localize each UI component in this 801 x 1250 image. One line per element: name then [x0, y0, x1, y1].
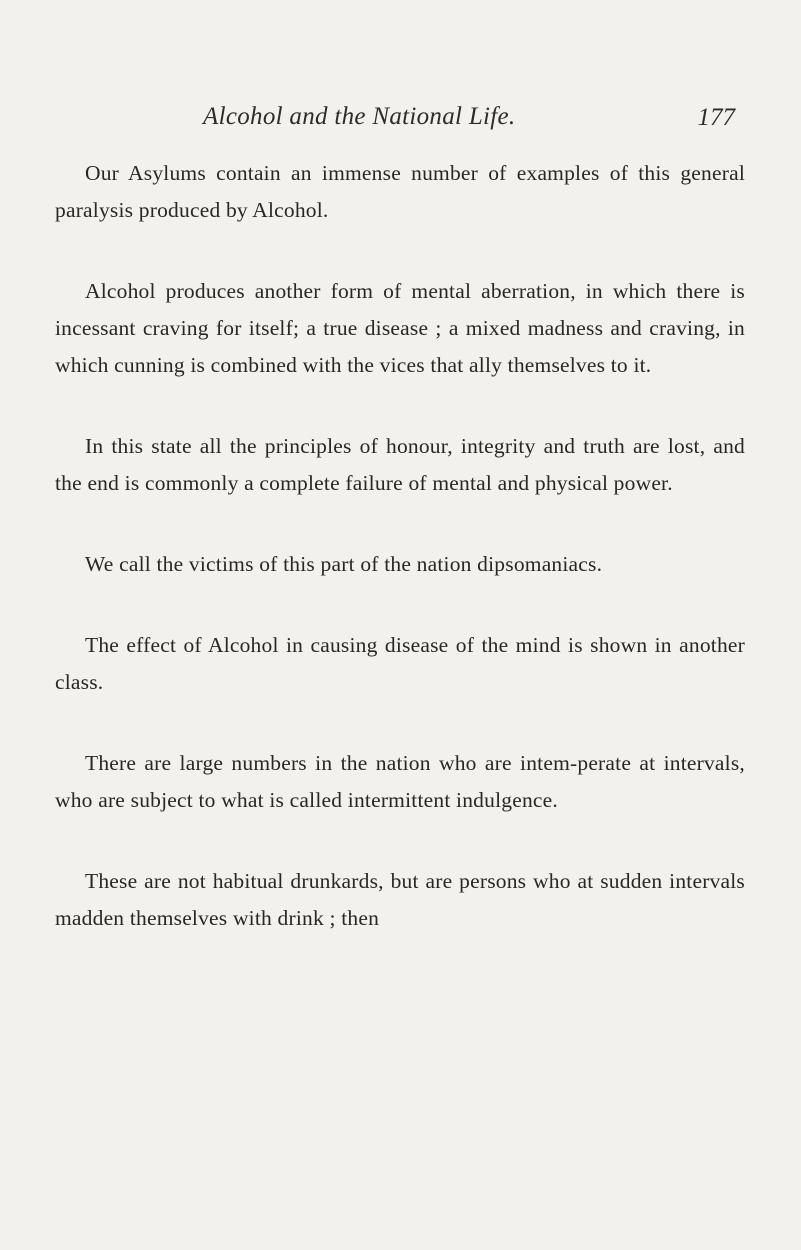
paragraph: There are large numbers in the nation who are intem-perate at intervals, who are subject to what is called intermittent indulgence.: [55, 751, 745, 812]
paragraph: Our Asylums contain an immense number of examples of this general paralysis produced by Alcohol.: [55, 161, 745, 222]
page-number: 177: [697, 104, 735, 131]
paragraph: We call the victims of this part of the nation dipsomaniacs.: [85, 552, 603, 576]
paragraph: These are not habitual drunkards, but are persons who at sudden intervals madden themselves with drink ; then: [55, 869, 745, 930]
body-text: [55, 155, 745, 937]
page-header: [203, 103, 743, 139]
paragraph: Alcohol produces another form of mental aberration, in which there is incessant craving for itself; a true disease ; a mixed madness and craving, in which cunning is combined with the vices that ally themselves to it.: [55, 279, 745, 377]
paragraph: The effect of Alcohol in causing disease of the mind is shown in another class.: [55, 633, 745, 694]
running-title: Alcohol and the National Life.: [203, 103, 516, 130]
paragraph: In this state all the principles of honour, integrity and truth are lost, and the end is commonly a complete failure of mental and physical power.: [55, 434, 745, 495]
